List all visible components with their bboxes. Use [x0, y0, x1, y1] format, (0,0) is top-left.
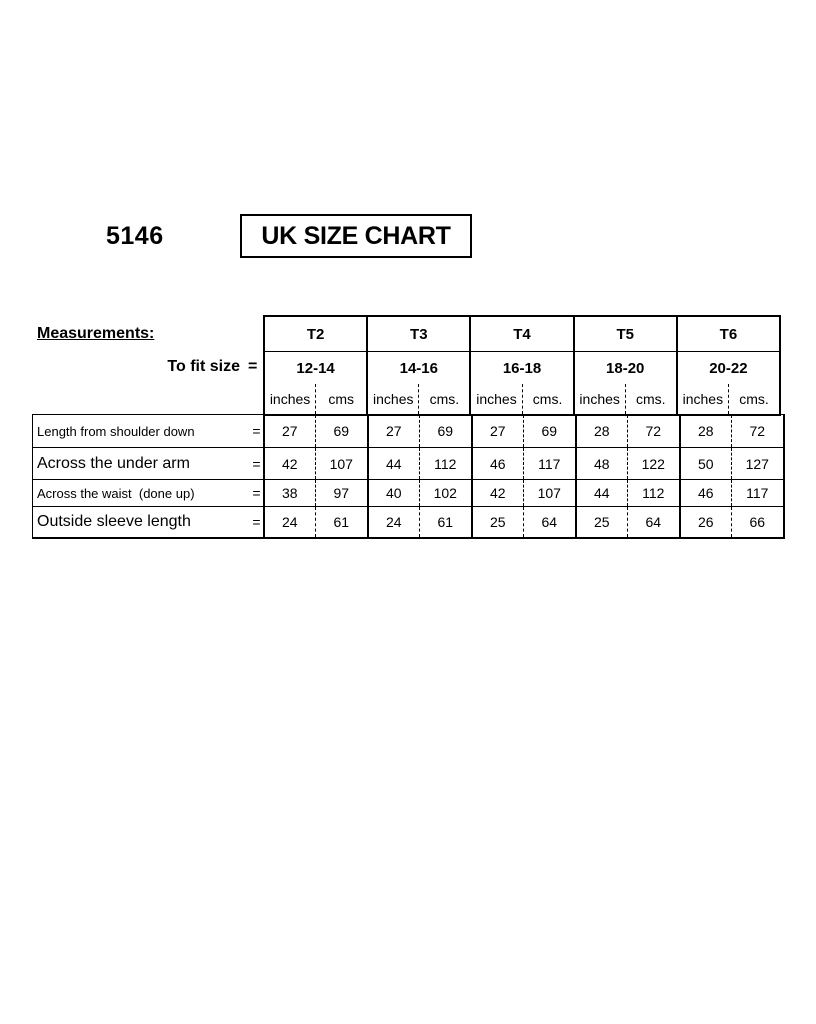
size-code: T3 — [368, 317, 469, 352]
size-column-t5 — [573, 317, 676, 414]
value-cell: 44 — [576, 480, 628, 507]
value-cell: 69 — [524, 415, 576, 448]
value-cell: 27 — [368, 415, 420, 448]
to-fit-size-equals: = — [248, 358, 258, 375]
size-units — [265, 384, 366, 414]
cms-unit-label: cms — [328, 391, 354, 407]
value-cell: 112 — [628, 480, 680, 507]
value-cell: 117 — [732, 480, 784, 507]
size-code: T2 — [265, 317, 366, 352]
row-label: Across the waist (done up) — [33, 480, 251, 507]
measurement-table — [32, 414, 785, 539]
value-cell: 64 — [524, 507, 576, 539]
value-cell: 64 — [628, 507, 680, 539]
inches-unit-label: inches — [265, 384, 316, 414]
size-header-grid — [263, 315, 781, 416]
value-cell: 38 — [264, 480, 316, 507]
value-cell: 69 — [420, 415, 472, 448]
size-column-t3 — [366, 317, 469, 414]
size-column-t6 — [676, 317, 779, 414]
value-cell: 97 — [316, 480, 368, 507]
value-cell: 40 — [368, 480, 420, 507]
chart-title: UK SIZE CHART — [240, 214, 472, 258]
value-cell: 42 — [264, 448, 316, 480]
value-cell: 117 — [524, 448, 576, 480]
size-fit: 18-20 — [606, 359, 645, 377]
cms-unit-label: cms. — [635, 391, 666, 407]
value-cell: 27 — [264, 415, 316, 448]
value-cell: 24 — [264, 507, 316, 539]
value-cell: 50 — [680, 448, 732, 480]
product-code: 5146 — [106, 222, 164, 250]
row-equals: = — [251, 480, 264, 507]
value-cell: 26 — [680, 507, 732, 539]
value-cell: 66 — [732, 507, 784, 539]
row-equals: = — [251, 448, 264, 480]
table-row — [33, 415, 784, 448]
value-cell: 61 — [420, 507, 472, 539]
value-cell: 72 — [732, 415, 784, 448]
row-label: Length from shoulder down — [33, 415, 251, 448]
value-cell: 127 — [732, 448, 784, 480]
cms-unit-label: cms. — [532, 391, 563, 407]
size-column-t4 — [469, 317, 572, 414]
value-cell: 46 — [472, 448, 524, 480]
size-column-t2 — [265, 317, 366, 414]
value-cell: 61 — [316, 507, 368, 539]
size-fit: 16-18 — [502, 359, 542, 377]
value-cell: 102 — [420, 480, 472, 507]
size-units — [575, 384, 676, 414]
table-row — [33, 448, 784, 480]
cms-unit-label: cms. — [429, 391, 460, 407]
value-cell: 42 — [472, 480, 524, 507]
row-equals: = — [251, 415, 264, 448]
value-cell: 112 — [420, 448, 472, 480]
size-code: T5 — [575, 317, 676, 352]
value-cell: 44 — [368, 448, 420, 480]
cms-unit-label: cms. — [739, 391, 769, 407]
value-cell: 48 — [576, 448, 628, 480]
value-cell: 28 — [680, 415, 732, 448]
value-cell: 122 — [628, 448, 680, 480]
value-cell: 72 — [628, 415, 680, 448]
value-cell: 28 — [576, 415, 628, 448]
measurements-heading: Measurements: — [37, 325, 155, 342]
value-cell: 46 — [680, 480, 732, 507]
size-fit: 14-16 — [399, 359, 438, 377]
table-row — [33, 507, 784, 539]
inches-unit-label: inches — [678, 384, 729, 414]
inches-unit-label: inches — [471, 384, 522, 414]
value-cell: 24 — [368, 507, 420, 539]
inches-unit-label: inches — [575, 384, 626, 414]
value-cell: 69 — [316, 415, 368, 448]
row-label: Across the under arm — [33, 448, 251, 480]
size-units — [368, 384, 469, 414]
table-row — [33, 480, 784, 507]
value-cell: 107 — [524, 480, 576, 507]
size-units — [678, 384, 779, 414]
size-code: T6 — [678, 317, 779, 352]
size-fit: 12-14 — [296, 359, 335, 377]
value-cell: 25 — [472, 507, 524, 539]
to-fit-size-label: To fit size — [167, 358, 240, 375]
value-cell: 107 — [316, 448, 368, 480]
value-cell: 27 — [472, 415, 524, 448]
row-label: Outside sleeve length — [33, 507, 251, 539]
size-fit: 20-22 — [709, 359, 748, 377]
size-units — [471, 384, 572, 414]
value-cell: 25 — [576, 507, 628, 539]
inches-unit-label: inches — [368, 384, 419, 414]
size-code: T4 — [471, 317, 572, 352]
row-equals: = — [251, 507, 264, 539]
